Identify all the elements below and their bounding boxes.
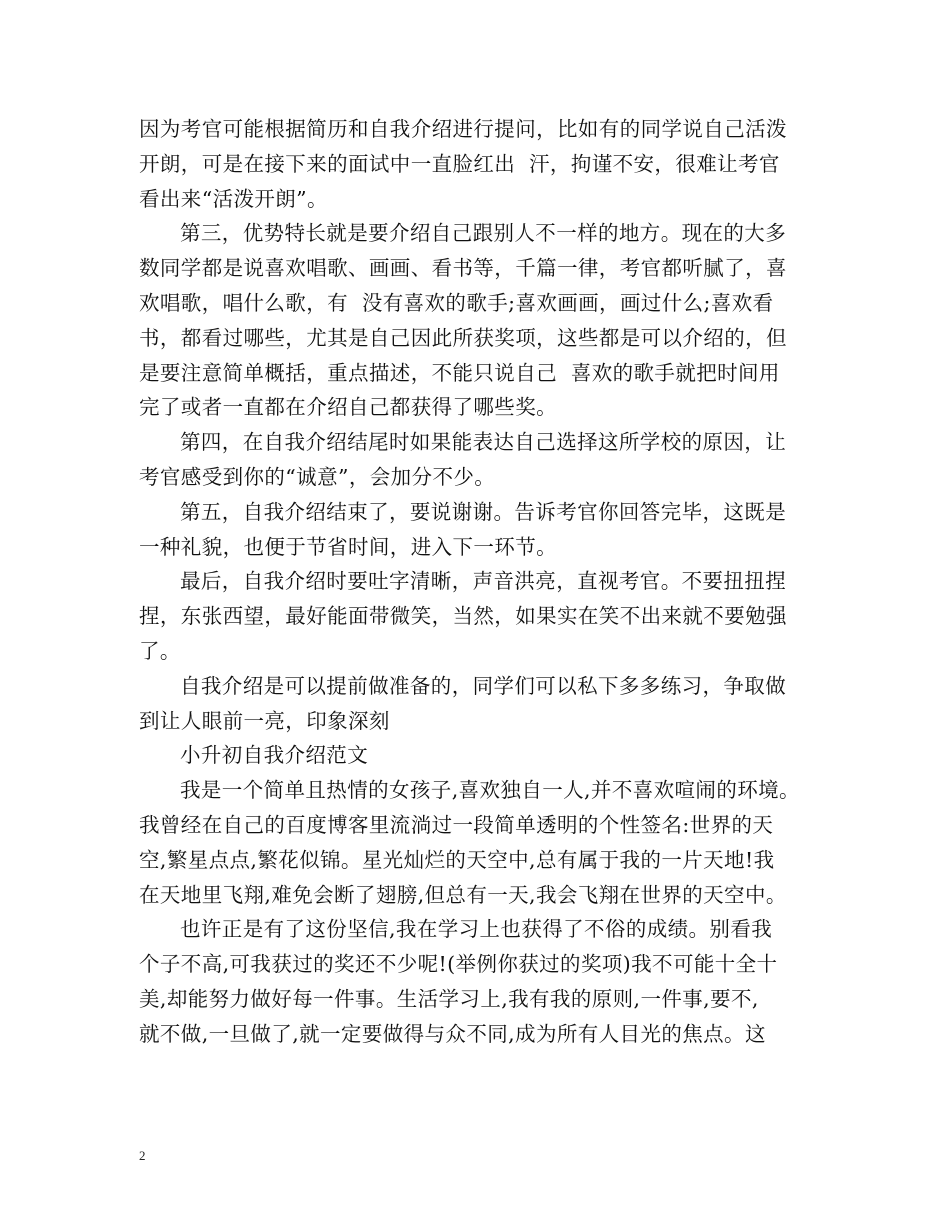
text-line: 也许正是有了这份坚信,我在学习上也获得了不俗的成绩。别看我 [180,917,773,942]
text-line: 因为考官可能根据简历和自我介绍进行提问，比如有的同学说自己活泼 [139,117,787,141]
body-text [139,112,819,1052]
text-line: 第五，自我介绍结束了，要说谢谢。告诉考官你回答完毕，这既是 [180,499,787,524]
text-line: 美,却能努力做好每一件事。生活学习上,我有我的原则,一件事,要不, [139,986,759,1011]
text-line: 欢唱歌，唱什么歌，有 没有喜欢的歌手;喜欢画画，画过什么;喜欢看 [139,290,774,315]
text-line: 一种礼貌，也便于节省时间，进入下一环节。 [139,534,557,559]
text-line: 书，都看过哪些，尤其是自己因此所获奖项，这些都是可以介绍的，但 [139,325,787,350]
text-line: 最后，自我介绍时要吐字清晰，声音洪亮，直视考官。不要扭扭捏 [180,569,787,594]
text-line: 了。 [139,638,181,663]
text-line: 自我介绍是可以提前做准备的，同学们可以私下多多练习，争取做 [180,673,787,698]
text-line: 在天地里飞翔,难免会断了翅膀,但总有一天,我会飞翔在世界的天空中。 [139,882,787,907]
text-line: 到让人眼前一亮，印象深刻 [139,708,390,733]
text-line: 看出来“活泼开朗”。 [139,186,328,211]
text-line: 开朗，可是在接下来的面试中一直脸红出 汗，拘谨不安，很难让考官 [139,151,780,176]
section-heading: 小升初自我介绍范文 [180,743,369,768]
text-line: 考官感受到你的“诚意”，会加分不少。 [139,464,496,489]
text-line: 是要注意简单概括，重点描述，不能只说自己 喜欢的歌手就把时间用 [139,360,780,385]
text-line: 第三，优势特长就是要介绍自己跟别人不一样的地方。现在的大多 [180,221,787,246]
text-line: 空,繁星点点,繁花似锦。星光灿烂的天空中,总有属于我的一片天地!我 [139,847,775,872]
text-line: 就不做,一旦做了,就一定要做得与众不同,成为所有人目光的焦点。这 [139,1021,766,1046]
text-line: 数同学都是说喜欢唱歌、画画、看书等，千篇一律，考官都听腻了，喜 [139,256,787,281]
text-line: 我是一个简单且热情的女孩子,喜欢独自一人,并不喜欢喧闹的环境。 [180,778,800,803]
text-line: 我曾经在自己的百度博客里流淌过一段简单透明的个性签名:世界的天 [139,812,774,837]
text-line: 个子不高,可我获过的奖还不少呢!(举例你获过的奖项)我不可能十全十 [139,952,778,977]
text-line: 第四，在自我介绍结尾时如果能表达自己选择这所学校的原因，让 [180,430,787,455]
page-number: 2 [139,1148,146,1163]
text-line: 捏，东张西望，最好能面带微笑，当然，如果实在笑不出来就不要勉强 [139,604,787,629]
text-line: 完了或者一直都在介绍自己都获得了哪些奖。 [139,395,557,420]
